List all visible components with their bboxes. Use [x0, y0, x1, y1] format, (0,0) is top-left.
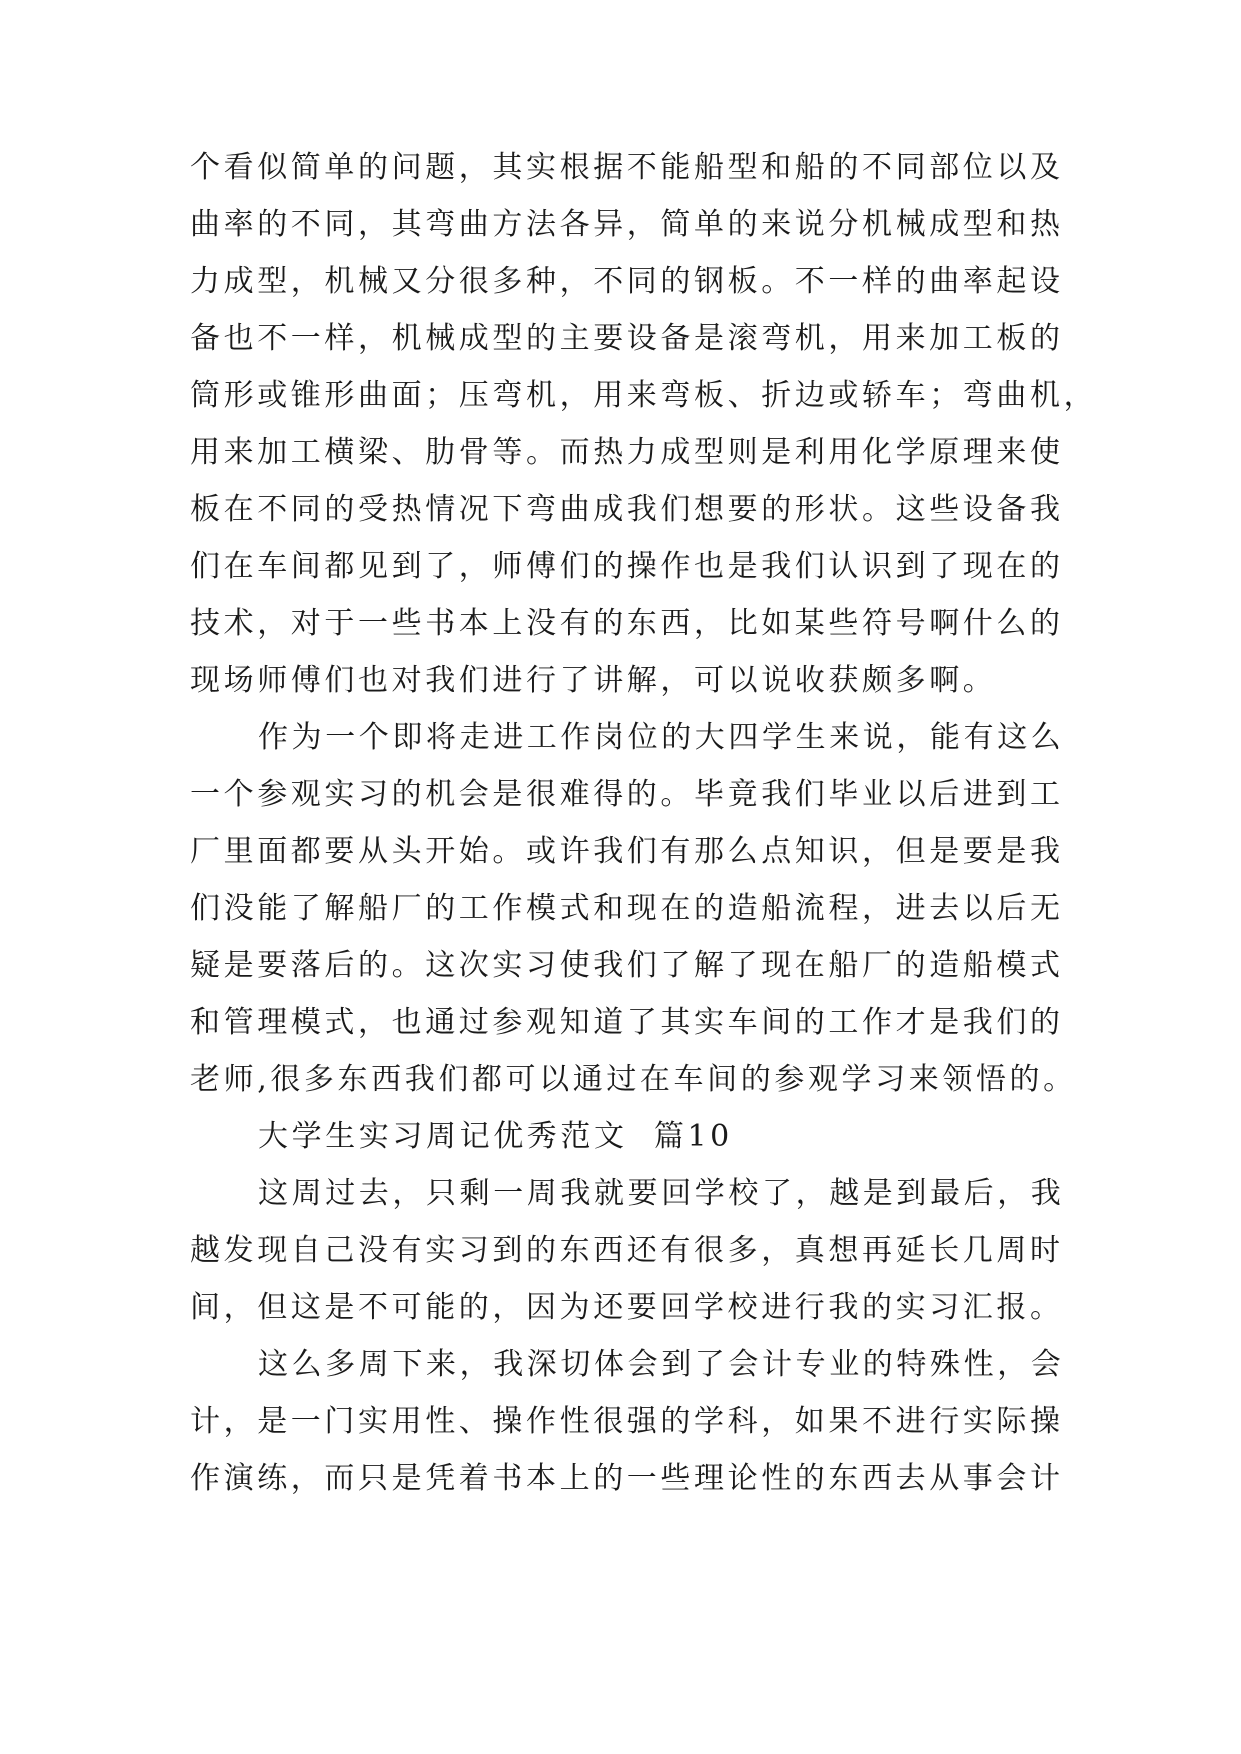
text-line: 们在车间都见到了，师傅们的操作也是我们认识到了现在的: [190, 549, 1064, 584]
text-line: 厂里面都要从头开始。或许我们有那么点知识，但是要是我: [190, 834, 1064, 869]
text-line: 技术，对于一些书本上没有的东西，比如某些符号啊什么的: [190, 606, 1064, 641]
paragraph-first-line: 作为一个即将走进工作岗位的大四学生来说，能有这么: [258, 720, 1065, 755]
text-line: 计，是一门实用性、操作性很强的学科，如果不进行实际操: [190, 1404, 1064, 1439]
text-line: 筒形或锥形曲面；压弯机，用来弯板、折边或轿车；弯曲机，: [190, 378, 1098, 413]
text-line: 疑是要落后的。这次实习使我们了解了现在船厂的造船模式: [190, 948, 1064, 983]
text-line: 个看似简单的问题，其实根据不能船型和船的不同部位以及: [190, 150, 1064, 185]
text-line: 用来加工横梁、肋骨等。而热力成型则是利用化学原理来使: [190, 435, 1064, 470]
paragraph-first-line: 这周过去，只剩一周我就要回学校了，越是到最后，我: [258, 1176, 1065, 1211]
text-line: 一个参观实习的机会是很难得的。毕竟我们毕业以后进到工: [190, 777, 1064, 812]
section-heading: 大学生实习周记优秀范文 篇10: [258, 1119, 733, 1154]
text-line: 力成型，机械又分很多种，不同的钢板。不一样的曲率起设: [190, 264, 1064, 299]
paragraph-first-line: 这么多周下来，我深切体会到了会计专业的特殊性，会: [258, 1347, 1065, 1382]
text-line: 间，但这是不可能的，因为还要回学校进行我的实习汇报。: [190, 1290, 1064, 1325]
text-line: 备也不一样，机械成型的主要设备是滚弯机，用来加工板的: [190, 321, 1064, 356]
text-line: 曲率的不同，其弯曲方法各异，简单的来说分机械成型和热: [190, 207, 1064, 242]
text-line: 越发现自己没有实习到的东西还有很多，真想再延长几周时: [190, 1233, 1064, 1268]
text-line: 现场师傅们也对我们进行了讲解，可以说收获颇多啊。: [190, 663, 997, 698]
text-line: 们没能了解船厂的工作模式和现在的造船流程，进去以后无: [190, 891, 1064, 926]
text-line: 和管理模式，也通过参观知道了其实车间的工作才是我们的: [190, 1005, 1064, 1040]
text-line: 老师,很多东西我们都可以通过在车间的参观学习来领悟的。: [190, 1062, 1077, 1097]
text-line: 板在不同的受热情况下弯曲成我们想要的形状。这些设备我: [190, 492, 1064, 527]
text-line: 作演练，而只是凭着书本上的一些理论性的东西去从事会计: [190, 1461, 1064, 1496]
